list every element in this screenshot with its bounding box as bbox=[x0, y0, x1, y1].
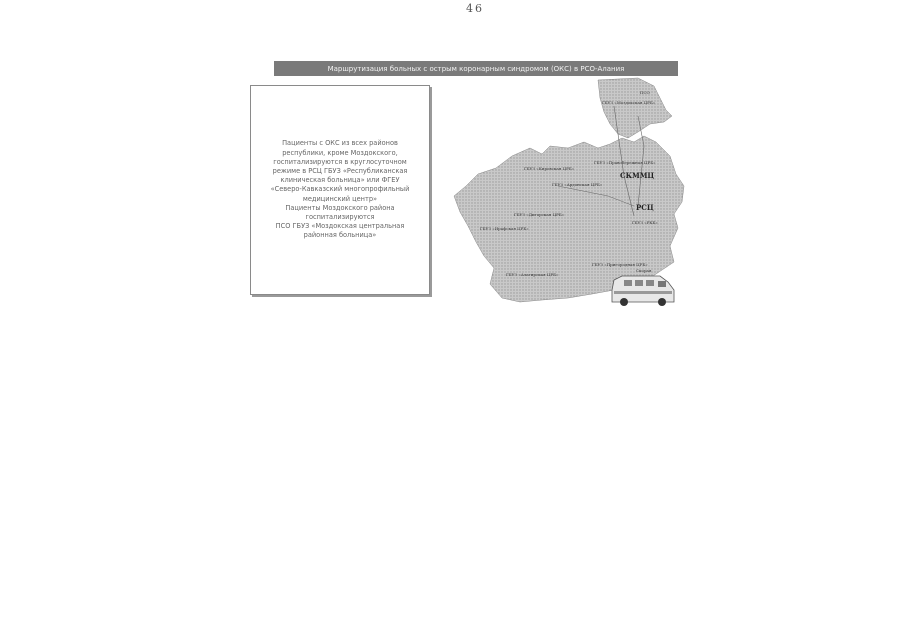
map-label-alagir: ГБУЗ «Алагирская ЦРБ» bbox=[506, 272, 559, 277]
map-label-pravoberezhnaya: ГБУЗ «Правобережная ЦРБ» bbox=[594, 160, 656, 165]
map-label-prigorodnaya: ГБУЗ «Пригородная ЦРБ» bbox=[592, 262, 648, 267]
info-line: ПСО ГБУЗ «Моздокская центральная bbox=[275, 222, 405, 231]
page-number: 46 bbox=[466, 2, 484, 15]
routing-figure bbox=[248, 58, 688, 314]
info-line: «Северо-Кавказский многопрофильный bbox=[270, 185, 410, 194]
map-region-north bbox=[598, 78, 672, 138]
map-label-ardon: ГБУЗ «Ардонская ЦРБ» bbox=[552, 182, 603, 187]
info-line: медицинский центр» bbox=[302, 194, 378, 203]
map-label-irafskaya: ГБУЗ «Ирафская ЦРБ» bbox=[480, 226, 529, 231]
info-line: режиме в РСЦ ГБУЗ «Республиканская bbox=[272, 166, 408, 175]
map-label-pso: ПСО bbox=[640, 90, 650, 95]
info-box bbox=[250, 85, 430, 295]
map-label-digora: ГБУЗ «Дигорская ЦРБ» bbox=[514, 212, 565, 217]
map-label-rsc: РСЦ bbox=[636, 203, 654, 212]
info-line: Пациенты с ОКС из всех районов bbox=[282, 139, 398, 148]
map-label-smmc: СКММЦ bbox=[620, 171, 655, 180]
map-label-mozdok: ГБУЗ «Моздокская ЦРБ» bbox=[602, 100, 656, 105]
map-label-rkb: ГБУЗ «РКБ» bbox=[632, 220, 658, 225]
info-line: клиническая больница» или ФГЕУ bbox=[280, 176, 400, 185]
info-text bbox=[271, 139, 410, 240]
info-line: госпитализируются в круглосуточном bbox=[273, 157, 407, 166]
info-line: районная больница» bbox=[303, 231, 377, 240]
info-line: республики, кроме Моздокского, bbox=[282, 148, 398, 157]
info-line: госпитализируются bbox=[305, 213, 375, 221]
figure-title: Маршрутизация больных с острым коронарным синдромом (ОКС) в РСО-Алания bbox=[274, 61, 678, 76]
map-label-kirovskaya: ГБУЗ «Кировская ЦРБ» bbox=[524, 166, 575, 171]
region-map bbox=[438, 76, 693, 312]
info-line: Пациенты Моздокского района bbox=[285, 203, 395, 212]
map-label-ambulance: Скорая bbox=[636, 268, 652, 273]
